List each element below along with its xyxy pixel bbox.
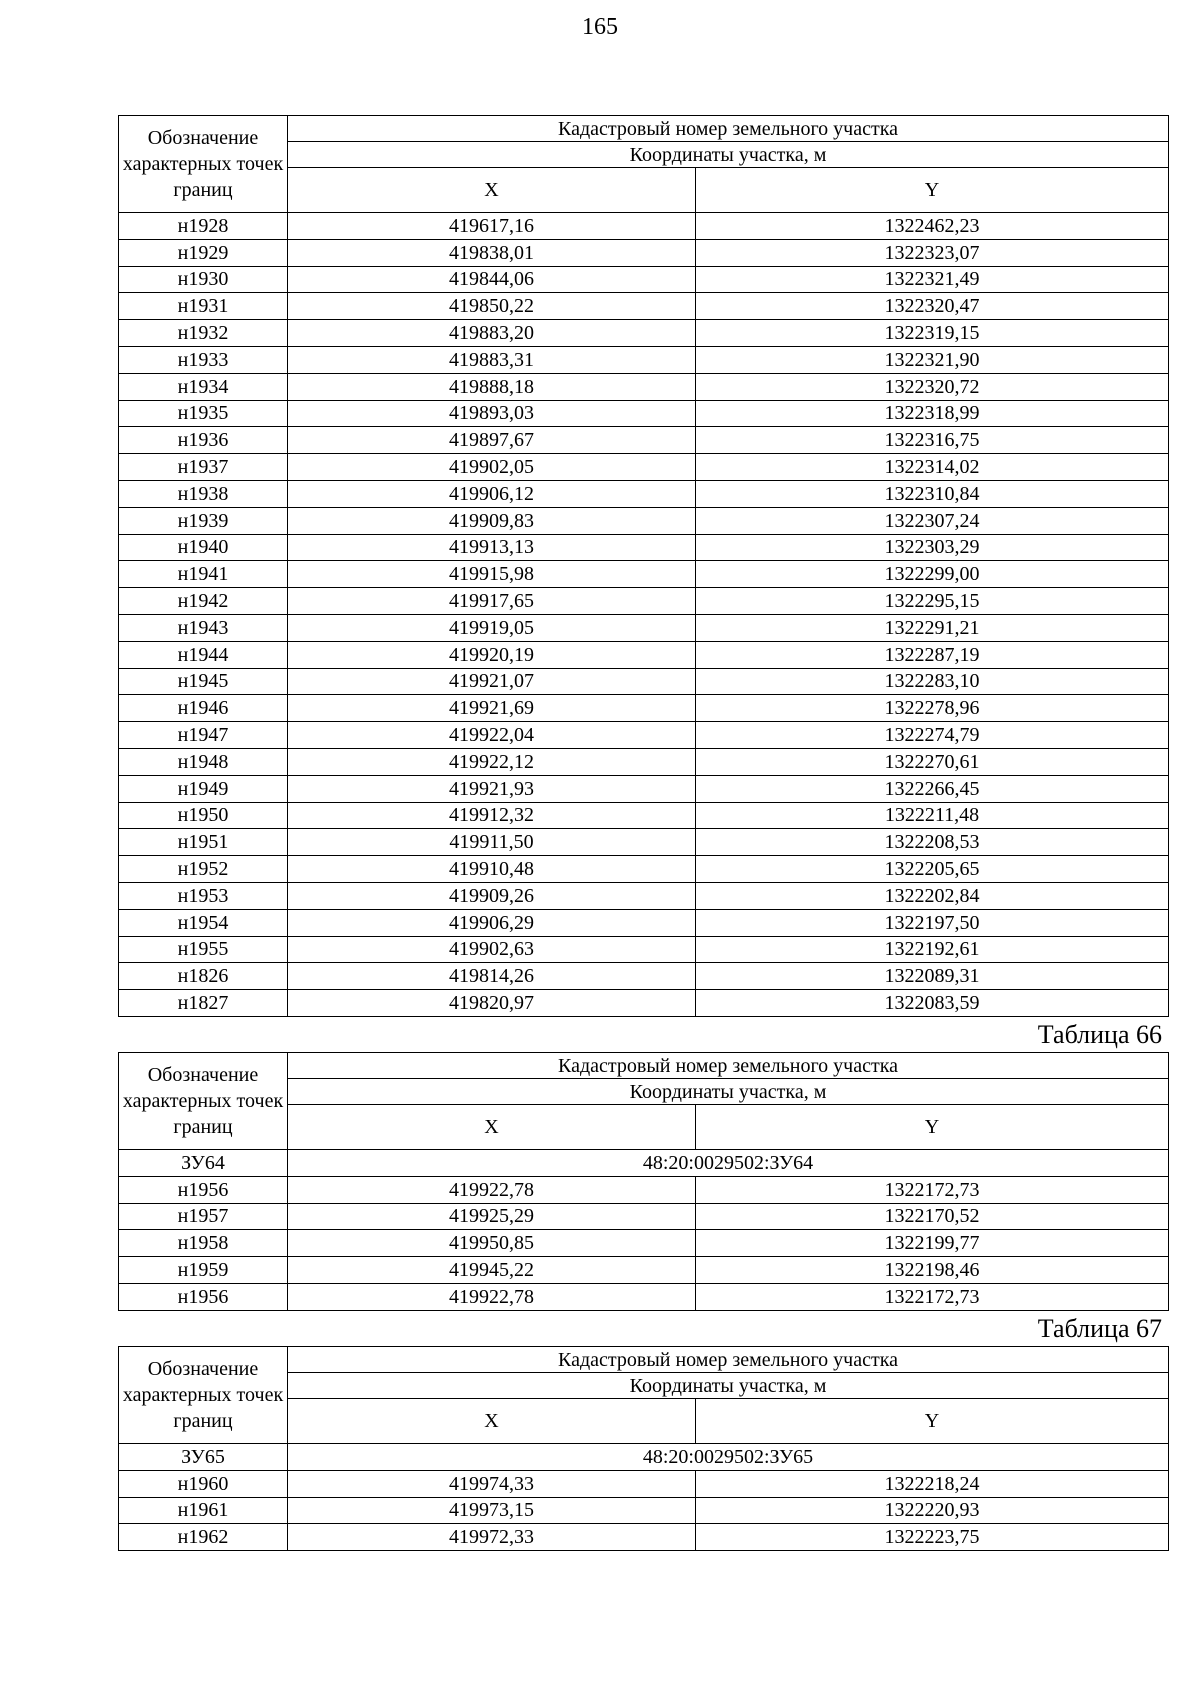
table-row — [119, 748, 1169, 775]
x-coordinate-cell: 419888,18 — [288, 373, 696, 400]
table-row — [119, 882, 1169, 909]
x-coordinate-cell: 419910,48 — [288, 856, 696, 883]
point-designation-header: Обозначение характерных точек границ — [119, 1053, 288, 1150]
table-row — [119, 373, 1169, 400]
parcel-row — [119, 1444, 1169, 1471]
x-coordinate-cell: 419973,15 — [288, 1497, 696, 1524]
x-coordinate-cell: 419897,67 — [288, 427, 696, 454]
coordinates-table-continued — [118, 115, 1169, 1017]
x-coordinate-cell: 419921,07 — [288, 668, 696, 695]
x-coordinate-cell: 419922,78 — [288, 1283, 696, 1310]
y-header: Y — [696, 168, 1169, 213]
y-coordinate-cell: 1322172,73 — [696, 1176, 1169, 1203]
coordinates-header: Координаты участка, м — [288, 1373, 1169, 1399]
y-coordinate-cell: 1322291,21 — [696, 614, 1169, 641]
coordinates-header: Координаты участка, м — [288, 1079, 1169, 1105]
cadastral-number-header: Кадастровый номер земельного участка — [288, 1347, 1169, 1373]
table-row — [119, 588, 1169, 615]
table-row — [119, 1524, 1169, 1551]
table-row — [119, 722, 1169, 749]
table-row — [119, 320, 1169, 347]
y-coordinate-cell: 1322320,72 — [696, 373, 1169, 400]
x-coordinate-cell: 419917,65 — [288, 588, 696, 615]
x-coordinate-cell: 419909,83 — [288, 507, 696, 534]
x-coordinate-cell: 419844,06 — [288, 266, 696, 293]
table-row — [119, 561, 1169, 588]
x-coordinate-cell: 419911,50 — [288, 829, 696, 856]
y-coordinate-cell: 1322319,15 — [696, 320, 1169, 347]
x-coordinate-cell: 419820,97 — [288, 990, 696, 1017]
table-row — [119, 239, 1169, 266]
x-coordinate-cell: 419945,22 — [288, 1257, 696, 1284]
coordinates-header: Координаты участка, м — [288, 142, 1169, 168]
cadastral-number-header: Кадастровый номер земельного участка — [288, 116, 1169, 142]
x-coordinate-cell: 419838,01 — [288, 239, 696, 266]
point-id-cell: н1957 — [119, 1203, 288, 1230]
table-row — [119, 641, 1169, 668]
point-id-cell: н1950 — [119, 802, 288, 829]
y-coordinate-cell: 1322223,75 — [696, 1524, 1169, 1551]
cadastral-number-header: Кадастровый номер земельного участка — [288, 1053, 1169, 1079]
y-coordinate-cell: 1322266,45 — [696, 775, 1169, 802]
y-coordinate-cell: 1322299,00 — [696, 561, 1169, 588]
table-row — [119, 1497, 1169, 1524]
parcel-code: ЗУ64 — [119, 1150, 288, 1177]
point-id-cell: н1959 — [119, 1257, 288, 1284]
point-id-cell: н1949 — [119, 775, 288, 802]
y-coordinate-cell: 1322274,79 — [696, 722, 1169, 749]
table-row — [119, 266, 1169, 293]
point-id-cell: н1961 — [119, 1497, 288, 1524]
y-coordinate-cell: 1322321,90 — [696, 346, 1169, 373]
parcel-code: ЗУ65 — [119, 1444, 288, 1471]
table-row — [119, 668, 1169, 695]
y-coordinate-cell: 1322278,96 — [696, 695, 1169, 722]
table-row — [119, 480, 1169, 507]
point-id-cell: н1956 — [119, 1176, 288, 1203]
table-row — [119, 400, 1169, 427]
table-body — [119, 1444, 1169, 1551]
table-row — [119, 1203, 1169, 1230]
x-coordinate-cell: 419902,05 — [288, 454, 696, 481]
page-number: 165 — [582, 14, 618, 40]
x-coordinate-cell: 419906,29 — [288, 909, 696, 936]
table-row — [119, 829, 1169, 856]
x-coordinate-cell: 419913,13 — [288, 534, 696, 561]
y-coordinate-cell: 1322303,29 — [696, 534, 1169, 561]
point-id-cell: н1931 — [119, 293, 288, 320]
point-id-cell: н1826 — [119, 963, 288, 990]
point-id-cell: н1946 — [119, 695, 288, 722]
point-designation-header: Обозначение характерных точек границ — [119, 1347, 288, 1444]
point-id-cell: н1955 — [119, 936, 288, 963]
x-coordinate-cell: 419950,85 — [288, 1230, 696, 1257]
table-row — [119, 775, 1169, 802]
point-id-cell: н1937 — [119, 454, 288, 481]
table-row — [119, 507, 1169, 534]
table-67 — [118, 1346, 1169, 1551]
point-id-cell: н1939 — [119, 507, 288, 534]
point-designation-header: Обозначение характерных точек границ — [119, 116, 288, 213]
table-row — [119, 346, 1169, 373]
table-row — [119, 1257, 1169, 1284]
point-id-cell: н1958 — [119, 1230, 288, 1257]
table-row — [119, 802, 1169, 829]
y-coordinate-cell: 1322192,61 — [696, 936, 1169, 963]
x-coordinate-cell: 419919,05 — [288, 614, 696, 641]
table-66 — [118, 1052, 1169, 1311]
point-id-cell: н1827 — [119, 990, 288, 1017]
x-coordinate-cell: 419972,33 — [288, 1524, 696, 1551]
table-row — [119, 1470, 1169, 1497]
point-id-cell: н1948 — [119, 748, 288, 775]
y-coordinate-cell: 1322287,19 — [696, 641, 1169, 668]
x-coordinate-cell: 419850,22 — [288, 293, 696, 320]
x-coordinate-cell: 419883,31 — [288, 346, 696, 373]
table-row — [119, 427, 1169, 454]
point-id-cell: н1951 — [119, 829, 288, 856]
y-coordinate-cell: 1322205,65 — [696, 856, 1169, 883]
y-header: Y — [696, 1105, 1169, 1150]
point-id-cell: н1953 — [119, 882, 288, 909]
table-body — [119, 1150, 1169, 1311]
y-coordinate-cell: 1322307,24 — [696, 507, 1169, 534]
point-id-cell: н1935 — [119, 400, 288, 427]
y-header: Y — [696, 1399, 1169, 1444]
point-id-cell: н1928 — [119, 213, 288, 240]
table-67-caption: Таблица 67 — [1037, 1314, 1162, 1343]
x-coordinate-cell: 419893,03 — [288, 400, 696, 427]
x-coordinate-cell: 419902,63 — [288, 936, 696, 963]
x-coordinate-cell: 419922,04 — [288, 722, 696, 749]
parcel-cadastral-number: 48:20:0029502:ЗУ65 — [288, 1444, 1169, 1471]
point-id-cell: н1929 — [119, 239, 288, 266]
y-coordinate-cell: 1322198,46 — [696, 1257, 1169, 1284]
point-id-cell: н1954 — [119, 909, 288, 936]
parcel-row — [119, 1150, 1169, 1177]
x-header: X — [288, 168, 696, 213]
y-coordinate-cell: 1322270,61 — [696, 748, 1169, 775]
x-coordinate-cell: 419920,19 — [288, 641, 696, 668]
point-id-cell: н1940 — [119, 534, 288, 561]
table-row — [119, 1283, 1169, 1310]
y-coordinate-cell: 1322321,49 — [696, 266, 1169, 293]
point-id-cell: н1934 — [119, 373, 288, 400]
y-coordinate-cell: 1322197,50 — [696, 909, 1169, 936]
table-row — [119, 909, 1169, 936]
x-coordinate-cell: 419909,26 — [288, 882, 696, 909]
y-coordinate-cell: 1322314,02 — [696, 454, 1169, 481]
point-id-cell: н1936 — [119, 427, 288, 454]
point-id-cell: н1952 — [119, 856, 288, 883]
point-id-cell: н1932 — [119, 320, 288, 347]
parcel-cadastral-number: 48:20:0029502:ЗУ64 — [288, 1150, 1169, 1177]
y-coordinate-cell: 1322089,31 — [696, 963, 1169, 990]
x-coordinate-cell: 419883,20 — [288, 320, 696, 347]
x-coordinate-cell: 419922,78 — [288, 1176, 696, 1203]
table-row — [119, 614, 1169, 641]
y-coordinate-cell: 1322083,59 — [696, 990, 1169, 1017]
point-id-cell: н1930 — [119, 266, 288, 293]
table-row — [119, 1230, 1169, 1257]
y-coordinate-cell: 1322199,77 — [696, 1230, 1169, 1257]
x-coordinate-cell: 419925,29 — [288, 1203, 696, 1230]
point-id-cell: н1962 — [119, 1524, 288, 1551]
y-coordinate-cell: 1322218,24 — [696, 1470, 1169, 1497]
x-header: X — [288, 1399, 696, 1444]
table-row — [119, 856, 1169, 883]
y-coordinate-cell: 1322310,84 — [696, 480, 1169, 507]
x-coordinate-cell: 419922,12 — [288, 748, 696, 775]
point-id-cell: н1938 — [119, 480, 288, 507]
point-id-cell: н1941 — [119, 561, 288, 588]
table-row — [119, 990, 1169, 1017]
x-coordinate-cell: 419915,98 — [288, 561, 696, 588]
x-coordinate-cell: 419814,26 — [288, 963, 696, 990]
table-row — [119, 695, 1169, 722]
y-coordinate-cell: 1322211,48 — [696, 802, 1169, 829]
x-coordinate-cell: 419921,69 — [288, 695, 696, 722]
y-coordinate-cell: 1322220,93 — [696, 1497, 1169, 1524]
point-id-cell: н1956 — [119, 1283, 288, 1310]
table-row — [119, 213, 1169, 240]
y-coordinate-cell: 1322202,84 — [696, 882, 1169, 909]
table-body — [119, 213, 1169, 1017]
point-id-cell: н1947 — [119, 722, 288, 749]
point-id-cell: н1943 — [119, 614, 288, 641]
point-id-cell: н1944 — [119, 641, 288, 668]
x-coordinate-cell: 419912,32 — [288, 802, 696, 829]
point-id-cell: н1945 — [119, 668, 288, 695]
y-coordinate-cell: 1322208,53 — [696, 829, 1169, 856]
x-header: X — [288, 1105, 696, 1150]
table-row — [119, 963, 1169, 990]
x-coordinate-cell: 419974,33 — [288, 1470, 696, 1497]
y-coordinate-cell: 1322316,75 — [696, 427, 1169, 454]
x-coordinate-cell: 419617,16 — [288, 213, 696, 240]
y-coordinate-cell: 1322295,15 — [696, 588, 1169, 615]
y-coordinate-cell: 1322462,23 — [696, 213, 1169, 240]
point-id-cell: н1933 — [119, 346, 288, 373]
y-coordinate-cell: 1322320,47 — [696, 293, 1169, 320]
y-coordinate-cell: 1322172,73 — [696, 1283, 1169, 1310]
table-row — [119, 454, 1169, 481]
x-coordinate-cell: 419906,12 — [288, 480, 696, 507]
point-id-cell: н1942 — [119, 588, 288, 615]
table-row — [119, 293, 1169, 320]
table-row — [119, 936, 1169, 963]
x-coordinate-cell: 419921,93 — [288, 775, 696, 802]
y-coordinate-cell: 1322323,07 — [696, 239, 1169, 266]
y-coordinate-cell: 1322170,52 — [696, 1203, 1169, 1230]
table-row — [119, 534, 1169, 561]
y-coordinate-cell: 1322283,10 — [696, 668, 1169, 695]
point-id-cell: н1960 — [119, 1470, 288, 1497]
y-coordinate-cell: 1322318,99 — [696, 400, 1169, 427]
table-66-caption: Таблица 66 — [1037, 1020, 1162, 1049]
table-row — [119, 1176, 1169, 1203]
